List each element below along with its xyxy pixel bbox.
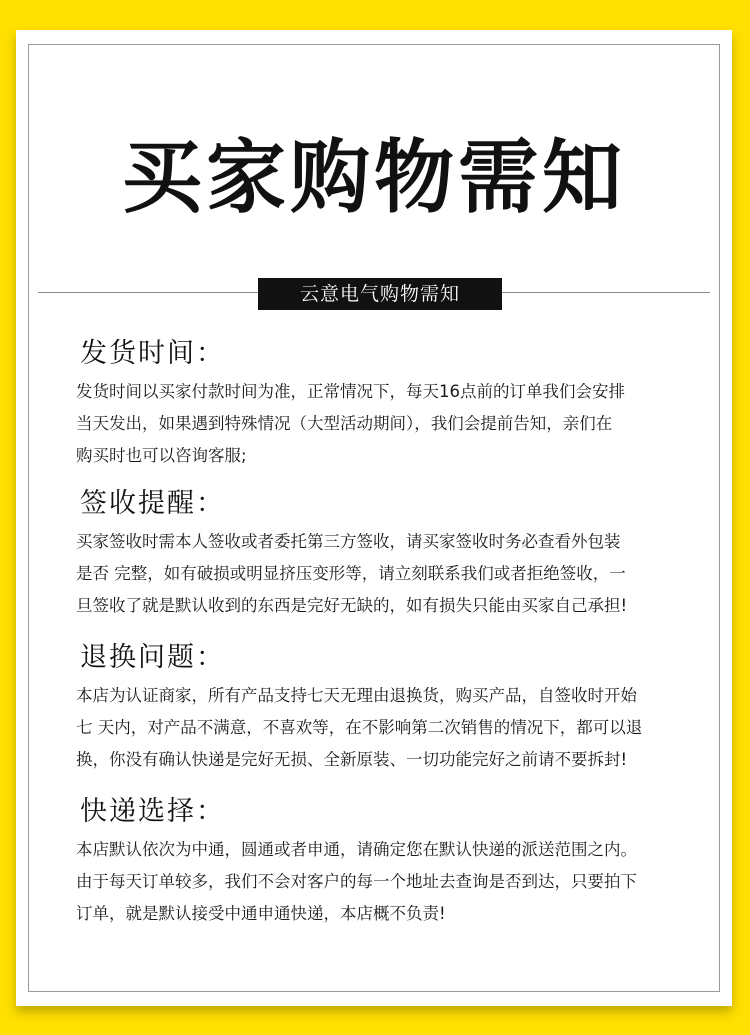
- section-text-line: 买家签收时需本人签收或者委托第三方签收，请买家签收时务必查看外包装: [76, 532, 621, 551]
- notice-card: [16, 30, 732, 1006]
- section-delivery-reminder: [76, 486, 706, 622]
- subtitle-label: 云意电气购物需知: [258, 278, 502, 310]
- section-shipping-time: [76, 336, 706, 472]
- section-text-line: 当天发出，如果遇到特殊情况（大型活动期间），我们会提前告知，亲们在: [76, 414, 613, 433]
- section-courier-choice: [76, 794, 706, 930]
- section-text-line: 购买时也可以咨询客服;: [76, 446, 247, 465]
- section-heading: 快递选择：: [80, 796, 225, 827]
- section-text-line: 七 天内，对产品不满意，不喜欢等，在不影响第二次销售的情况下，都可以退: [76, 718, 643, 737]
- section-text-line: 由于每天订单较多，我们不会对客户的每一个地址去查询是否到达，只要拍下: [76, 872, 637, 891]
- section-heading: 退换问题：: [80, 642, 225, 673]
- page-title: 买家购物需知: [122, 131, 626, 224]
- section-text-line: 旦签收了就是默认收到的东西是完好无缺的，如有损失只能由买家自己承担!: [76, 596, 628, 615]
- section-text-line: 换，你没有确认快递是完好无损、全新原装、一切功能完好之前请不要拆封!: [76, 750, 628, 769]
- section-text-line: 发货时间以买家付款时间为准，正常情况下，每天16点前的订单我们会安排: [76, 382, 625, 401]
- section-text-line: 是否 完整，如有破损或明显挤压变形等，请立刻联系我们或者拒绝签收，一: [76, 564, 626, 583]
- section-text-line: 本店为认证商家，所有产品支持七天无理由退换货，购买产品，自签收时开始: [76, 686, 637, 705]
- section-text-line: 订单，就是默认接受中通申通快递，本店概不负责!: [76, 904, 446, 923]
- section-returns: [76, 640, 706, 776]
- section-heading: 签收提醒：: [80, 488, 225, 519]
- section-text-line: 本店默认依次为中通，圆通或者申通，请确定您在默认快递的派送范围之内。: [76, 840, 637, 859]
- section-heading: 发货时间：: [80, 338, 225, 369]
